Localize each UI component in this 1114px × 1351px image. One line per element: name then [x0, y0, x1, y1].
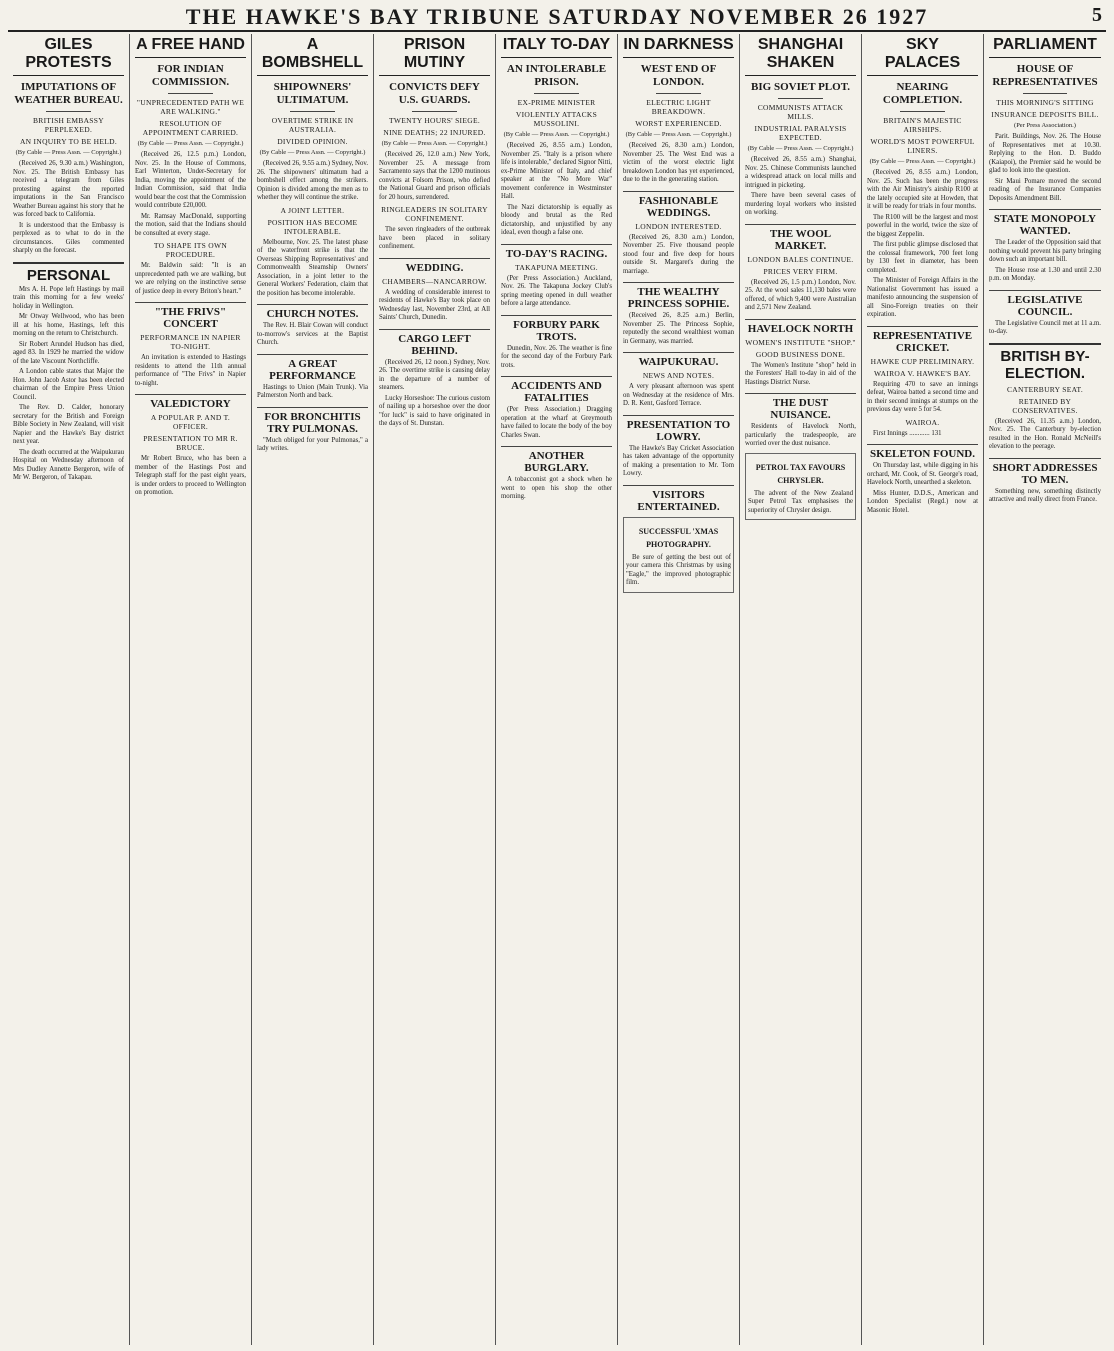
article-paragraph: Miss Hunter, D.D.S., American and London Specialist (Regd.) now at Masonic Hotel. — [867, 489, 978, 514]
section-heading: WAIPUKURAU. — [623, 352, 734, 368]
article-paragraph: (Received 26, 1.5 p.m.) London, Nov. 25. At the wool sales 11,130 bales were offered, of which 9,400 were Australian and 2,571 New Zealand. — [745, 278, 856, 311]
section-heading: PRESENTATION TO LOWRY. — [623, 415, 734, 443]
article-paragraph: A very pleasant afternoon was spent on Wednesday at the residence of Mrs. D. R. Kent, Gasford Terrace. — [623, 383, 734, 407]
subheading: CONVICTS DEFY U.S. GUARDS. — [389, 81, 480, 106]
subheading: RINGLEADERS IN SOLITARY CONFINEMENT. — [381, 205, 488, 223]
section-heading: FOR BRONCHITIS TRY PULMONAS. — [257, 407, 368, 435]
subheading: WORST EXPERIENCED. — [635, 119, 722, 128]
cable-credit: (By Cable — Press Assn. — Copyright.) — [259, 149, 366, 156]
masthead — [8, 2, 1106, 32]
article-paragraph: (Received 26, 12.5 p.m.) London, Nov. 25. In the House of Commons, Earl Winterton, Under-Secretary for India, moving the appointment of the Indian Commission, said that India would bear the cost that the Commission would contribute £20,000. — [135, 151, 247, 209]
divider — [900, 111, 944, 112]
article-paragraph: Something new, something distinctly attractive and really direct from France. — [989, 487, 1101, 503]
article-paragraph: Mrs A. H. Pope left Hastings by mail train this morning for a few weeks' holiday in Wellington. — [13, 285, 124, 310]
subheading: WAIROA. — [905, 417, 940, 427]
subheading: TWENTY HOURS' SIEGE. — [388, 116, 481, 125]
subheading: A POPULAR P. AND T. OFFICER. — [150, 413, 231, 431]
subheading: HOUSE OF REPRESENTATIVES — [992, 63, 1098, 88]
article-paragraph: The Women's Institute "shop" held in the Foresters' Hall to-day in aid of the Hastings District Nurse. — [745, 361, 856, 386]
subheading: BIG SOVIET PLOT. — [751, 81, 850, 93]
section-heading: ACCIDENTS AND FATALITIES — [501, 376, 612, 404]
subheading: DIVIDED OPINION. — [277, 137, 348, 146]
article-paragraph: (Received 26, 12.0 a.m.) New York, November 25. A message from Sacramento says that the 1200 mutinous convicts at Folsom Prison, who defied the National Guard and prison officials for 20 hours, surrendered. — [379, 151, 490, 201]
subheading: EX-PRIME MINISTER — [517, 98, 596, 107]
article-paragraph: (Received 26, 9.55 a.m.) Sydney, Nov. 26. The shipowners' ultimatum had a bombshell effect among the strikers. Opinion is divided among the men as to whether they will continue the strike. — [257, 160, 369, 201]
cable-credit: (By Cable — Press Assn. — Copyright.) — [137, 140, 244, 147]
newspaper-title: THE HAWKE'S BAY TRIBUNE SATURDAY NOVEMBER 26 1927 — [185, 4, 929, 29]
article-paragraph: Mr Robert Bruce, who has been a member of the Hastings Post and Telegraph staff for the past eight years, is under orders to proceed to Wellington on promotion. — [135, 455, 246, 496]
article-paragraph: (Received 26, 8.55 a.m.) London, Nov. 25. Such has been the progress with the Air Ministry's airship R100 at the lately occupied site at Howden, that it will be ready for trials in four months. — [867, 169, 978, 210]
subheading: PERFORMANCE IN NAPIER TO-NIGHT. — [140, 333, 241, 351]
article-paragraph: (Received 26, 8.30 a.m.) London, November 25. Five thousand people stood four and five deep for hours outside St. Margaret's during the marriage. — [623, 233, 734, 275]
subheading: AN INTOLERABLE PRISON. — [506, 63, 607, 88]
section-heading: BRITISH BY-ELECTION. — [989, 343, 1101, 382]
columns — [8, 34, 1106, 1345]
article-paragraph: Sir Robert Arundel Hudson has died, aged 83. In 1929 he married the widow of the late Viscount Northcliffe. — [13, 340, 124, 365]
divider — [290, 111, 334, 112]
article-paragraph: Lucky Horseshoe: The curious custom of nailing up a horseshoe over the door "for luck" is said to have originated in the days of St. Dunstan. — [379, 394, 490, 427]
subheading: BRITISH EMBASSY PERPLEXED. — [33, 116, 104, 134]
article-paragraph: The Rev. D. Calder, honorary secretary for the British and Foreign Bible Society in New Zealand, will visit Napier and the Hawke's Bay district next year. — [13, 404, 124, 445]
article-paragraph: Dunedin, Nov. 26. The weather is fine for the second day of the Forbury Park trots. — [501, 344, 612, 369]
subheading: AN INQUIRY TO BE HELD. — [19, 137, 118, 146]
subheading: VIOLENTLY ATTACKS MUSSOLINI. — [515, 110, 598, 128]
article-paragraph: Mr. Baldwin said: "It is an unprecedented path we are walking, but we are relying on the instinctive sense of justice deep in every Briton's heart." — [135, 262, 246, 295]
section-heading: A GREAT PERFORMANCE — [257, 354, 368, 382]
cable-credit: (Per Press Association.) — [1014, 122, 1076, 129]
article-paragraph: (Per Press Association.) Auckland, Nov. 26. The Takapuna Jockey Club's spring meeting opened in dull weather before a large attendance. — [501, 274, 612, 307]
subheading: "UNPRECEDENTED PATH WE ARE WALKING." — [136, 98, 245, 116]
section-heading: SKELETON FOUND. — [867, 444, 978, 460]
column-prison-mutiny — [374, 34, 496, 1345]
article-paragraph: (Received 26, 11.35 a.m.) London, Nov. 25. The Canterbury by-election resulted in the Hon. Ronald McNeill's elevation to the peerage. — [989, 417, 1101, 450]
article-paragraph: The death occurred at the Waipukurau Hospital on Wednesday afternoon of Mrs Dudley Annette Bergeron, wife of Mr W. Bergeron, of Takapau. — [13, 448, 124, 481]
divider — [1023, 93, 1068, 94]
article-paragraph: A London cable states that Major the Hon. John Jacob Astor has been elected chairman of the Empire Press Union Council. — [13, 368, 124, 401]
column-shanghai-shaken — [740, 34, 862, 1345]
section-heading: THE WOOL MARKET. — [745, 224, 856, 252]
headline: A FREE HAND — [135, 34, 246, 58]
advertisement — [623, 517, 734, 593]
section-heading: ANOTHER BURGLARY. — [501, 446, 612, 474]
section-heading: PERSONAL — [13, 262, 124, 284]
article-paragraph: Mr Otway Wellwood, who has been ill at his home, Hastings, left this morning on the return to Christchurch. — [13, 313, 124, 337]
section-heading: REPRESENTATIVE CRICKET. — [867, 326, 978, 354]
article-paragraph: "Much obliged for your Pulmonas," a lady writes. — [257, 436, 368, 452]
subheading: WORLD'S MOST POWERFUL LINERS. — [870, 137, 975, 155]
cable-credit: (By Cable — Press Assn. — Copyright.) — [625, 131, 732, 138]
subheading: TO SHAPE ITS OWN PROCEDURE. — [153, 241, 228, 259]
subheading: NINE DEATHS; 22 INJURED. — [383, 128, 486, 137]
ad-heading: SUCCESSFUL 'XMAS PHOTOGRAPHY. — [638, 526, 719, 549]
subheading: LONDON BALES CONTINUE. — [747, 254, 854, 264]
article-paragraph: A tobacconist got a shock when he went to open his shop the other morning. — [501, 476, 612, 500]
article-paragraph: Mr. Ramsay MacDonald, supporting the motion, said that the Indians should be consulted at every stage. — [135, 212, 246, 237]
ad-text: The advent of the New Zealand Super Petrol Tax emphasises the superiority of Chrysler design. — [748, 489, 853, 514]
article-paragraph: There have been several cases of murdering loyal workers who insisted on working. — [745, 192, 856, 216]
section-heading: CARGO LEFT BEHIND. — [379, 329, 490, 357]
subheading: IMPUTATIONS OF WEATHER BUREAU. — [14, 81, 123, 106]
article-paragraph: A wedding of considerable interest to residents of Hawke's Bay took place on Wednesday last, November 23rd, at All Saints' Church, Dunedin. — [379, 288, 490, 321]
page-number: 5 — [1092, 4, 1102, 26]
subheading: PRICES VERY FIRM. — [763, 266, 838, 276]
article-paragraph: Requiring 470 to save an innings defeat, Wairoa batted a second time and in their second innings at stumps on the previous day were 5 for 54. — [867, 380, 978, 413]
cable-credit: (By Cable — Press Assn. — Copyright.) — [381, 140, 488, 147]
headline: A BOMBSHELL — [257, 34, 368, 76]
subheading: COMMUNISTS ATTACK MILLS. — [757, 103, 844, 121]
subheading: CHAMBERS—NANCARROW. — [382, 276, 487, 286]
article-paragraph: On Thursday last, while digging in his orchard, Mr. Cook, of St. George's road, Havelock North, unearthed a skeleton. — [867, 462, 978, 486]
subheading: CANTERBURY SEAT. — [1006, 384, 1084, 394]
article-paragraph: (Received 26, 9.30 a.m.) Washington, Nov. 25. The British Embassy has received a telegram from Giles protesting against the reported imputations in the San Francisco Weather Bureau against his story that he was forced back to California. — [13, 160, 124, 218]
divider — [778, 98, 822, 99]
article-paragraph: It is understood that the Embassy is perplexed as to what to do in the circumstances. Giles commented sharply on the forecast. — [13, 221, 124, 254]
article-paragraph: (Per Press Association.) Dragging operation at the wharf at Greymouth have failed to locate the body of the boy Charles Swan. — [501, 406, 612, 439]
article-paragraph: The Rev. H. Blair Cowan will conduct to-morrow's services at the Baptist Church. — [257, 322, 368, 346]
column-a-free-hand — [130, 34, 252, 1345]
divider — [656, 93, 700, 94]
subheading: POSITION HAS BECOME INTOLERABLE. — [267, 217, 358, 236]
article-paragraph: (Received 26, 8.55 a.m.) Shanghai, Nov. 25. Chinese Communists launched a widespread attack on local mills and intrigued in picketing. — [745, 156, 856, 189]
article-paragraph: (Received 26, 8.55 a.m.) London, November 25. "Italy is a prison where life is intolerable," declared Signor Nitti, ex-Prime Minister of Italy, and chief speaker at the "No More War" movement conference in Westminster Hall. — [501, 142, 612, 200]
subheading: THIS MORNING'S SITTING — [996, 98, 1094, 107]
headline: ITALY TO-DAY — [501, 34, 612, 58]
subheading: BRITAIN'S MAJESTIC AIRSHIPS. — [883, 116, 962, 134]
subheading: ELECTRIC LIGHT BREAKDOWN. — [646, 98, 711, 116]
article-paragraph: The Legislative Council met at 11 a.m. to-day. — [989, 319, 1101, 335]
article-paragraph: The House rose at 1.30 and until 2.30 p.m. on Monday. — [989, 266, 1101, 282]
section-heading: VISITORS ENTERTAINED. — [623, 485, 734, 513]
divider — [46, 111, 90, 112]
ad-text: Be sure of getting the best out of your camera this Christmas by using "Eagle," the improved photographic film. — [626, 553, 731, 586]
subheading: TAKAPUNA MEETING. — [515, 262, 598, 272]
headline: PRISON MUTINY — [379, 34, 490, 76]
subheading: RETAINED BY CONSERVATIVES. — [1012, 396, 1078, 415]
article-paragraph: (Received 26, 8.30 a.m.) London, November 25. The West End was a victim of the worst electric light breakdown London has yet experienced, due to the in the generating station. — [623, 142, 734, 183]
section-heading: THE DUST NUISANCE. — [745, 393, 856, 421]
subheading: LONDON INTERESTED. — [635, 221, 722, 231]
article-paragraph: (Received 26, 12 noon.) Sydney, Nov. 26. The overtime strike is causing delay in the departure of a number of steamers. — [379, 358, 490, 391]
subheading: PRESENTATION TO MR R. BRUCE. — [143, 434, 238, 452]
section-heading: TO-DAY'S RACING. — [501, 244, 612, 260]
subheading: NEWS AND NOTES. — [642, 371, 715, 380]
article-paragraph: Parit. Buildings, Nov. 26. The House of Representatives met at 10.30. Replying to the Hon. D. Buddo (Kaiapoi), the Premier said he would be glad to look into the question. — [989, 133, 1101, 174]
section-heading: LEGISLATIVE COUNCIL. — [989, 290, 1101, 318]
subheading: FOR INDIAN COMMISSION. — [151, 63, 230, 88]
section-heading: SHORT ADDRESSES TO MEN. — [989, 458, 1101, 486]
article-paragraph: Melbourne, Nov. 25. The latest phase of the waterfront strike is that the Overseas Shipping Representatives' and Commonwealth Steamship Owners' Association, in a joint letter to the General Workers' Federation, claim that the position has become intolerable. — [257, 238, 368, 297]
cable-credit: (By Cable — Press Assn. — Copyright.) — [747, 145, 854, 152]
headline: IN DARKNESS — [623, 34, 734, 58]
section-heading: HAVELOCK NORTH — [745, 319, 856, 335]
subheading: INDUSTRIAL PARALYSIS EXPECTED. — [754, 124, 847, 142]
article-paragraph: The seven ringleaders of the outbreak have been placed in solitary confinement. — [379, 226, 490, 250]
advertisement — [745, 453, 856, 521]
subheading: NEARING COMPLETION. — [882, 81, 963, 106]
article-paragraph: (Received 26, 8.25 a.m.) Berlin, November 25. The Princess Sophie, reputedly the second wealthiest woman in Germany, was married. — [623, 312, 734, 345]
column-in-darkness — [618, 34, 740, 1345]
article-paragraph: The Leader of the Opposition said that nothing would prevent his party bringing down such an important bill. — [989, 239, 1101, 263]
cable-credit: (By Cable — Press Assn. — Copyright.) — [15, 149, 122, 156]
cable-credit: (By Cable — Press Assn. — Copyright.) — [503, 131, 610, 138]
article-paragraph: The Minister of Foreign Affairs in the Nationalist Government has issued a manifesto announcing the suspension of all Sino-Foreign treaties on their expiration. — [867, 277, 978, 318]
article-paragraph: The R100 will be the largest and most powerful in the world, twice the size of the biggest Zeppelin. — [867, 213, 978, 238]
headline: SHANGHAI SHAKEN — [745, 34, 856, 76]
divider — [412, 111, 456, 112]
section-heading: CHURCH NOTES. — [257, 304, 368, 320]
headline: PARLIAMENT — [989, 34, 1101, 58]
column-sky-palaces — [862, 34, 984, 1345]
column-giles-protests — [8, 34, 130, 1345]
cable-credit: (By Cable — Press Assn. — Copyright.) — [869, 158, 976, 165]
subheading: RESOLUTION OF APPOINTMENT CARRIED. — [142, 119, 239, 137]
article-paragraph: Hastings to Union (Main Trunk). Via Palmerston North and back. — [257, 383, 368, 399]
subheading: WAIROA V. HAWKE'S BAY. — [874, 368, 971, 378]
article-paragraph: Sir Maui Pomare moved the second reading of the Insurance Companies Deposits Amendment Bill. — [989, 177, 1101, 202]
ad-heading: PETROL TAX FAVOURS CHRYSLER. — [755, 462, 846, 485]
subheading: WOMEN'S INSTITUTE "SHOP." — [745, 337, 856, 347]
section-heading: "THE FRIVS" CONCERT — [135, 302, 246, 330]
subheading: WEST END OF LONDON. — [640, 63, 717, 88]
section-heading: FASHIONABLE WEDDINGS. — [623, 191, 734, 219]
headline: SKY PALACES — [867, 34, 978, 76]
score-line: First Innings ............ 131 — [873, 429, 942, 437]
article-paragraph: The first public glimpse disclosed that the colossal framework, 700 feet long by 130 feet in diameter, has been completed. — [867, 241, 978, 274]
section-heading: WEDDING. — [379, 258, 490, 274]
section-heading: STATE MONOPOLY WANTED. — [989, 209, 1101, 237]
article-paragraph: The Hawke's Bay Cricket Association has taken advantage of the opportunity of making a presentation to Mr. Tom Lowry. — [623, 444, 734, 477]
divider — [168, 93, 212, 94]
subheading: SHIPOWNERS' ULTIMATUM. — [273, 81, 352, 106]
section-heading: VALEDICTORY — [135, 394, 246, 410]
divider — [534, 93, 578, 94]
column-a-bombshell — [252, 34, 374, 1345]
column-italy-today — [496, 34, 618, 1345]
subheading: INSURANCE DEPOSITS BILL. — [991, 110, 1099, 119]
subheading: HAWKE CUP PRELIMINARY. — [870, 356, 975, 366]
section-heading: THE WEALTHY PRINCESS SOPHIE. — [623, 282, 734, 310]
article-paragraph: An invitation is extended to Hastings residents to attend the 11th annual performance of "The Frivs" in Napier to-night. — [135, 354, 246, 387]
section-heading: FORBURY PARK TROTS. — [501, 315, 612, 343]
headline: GILES PROTESTS — [13, 34, 124, 76]
article-paragraph: The Nazi dictatorship is equally as bloody and brutal as the Red dictatorship, and unjustified by any ideal, even though a false one. — [501, 203, 612, 236]
subheading: OVERTIME STRIKE IN AUSTRALIA. — [271, 116, 354, 134]
column-parliament — [984, 34, 1106, 1345]
subheading: GOOD BUSINESS DONE. — [755, 349, 846, 359]
subheading: A JOINT LETTER. — [280, 205, 345, 215]
article-paragraph: Residents of Havelock North, particularly the tradespeople, are worried over the dust nuisance. — [745, 423, 856, 447]
